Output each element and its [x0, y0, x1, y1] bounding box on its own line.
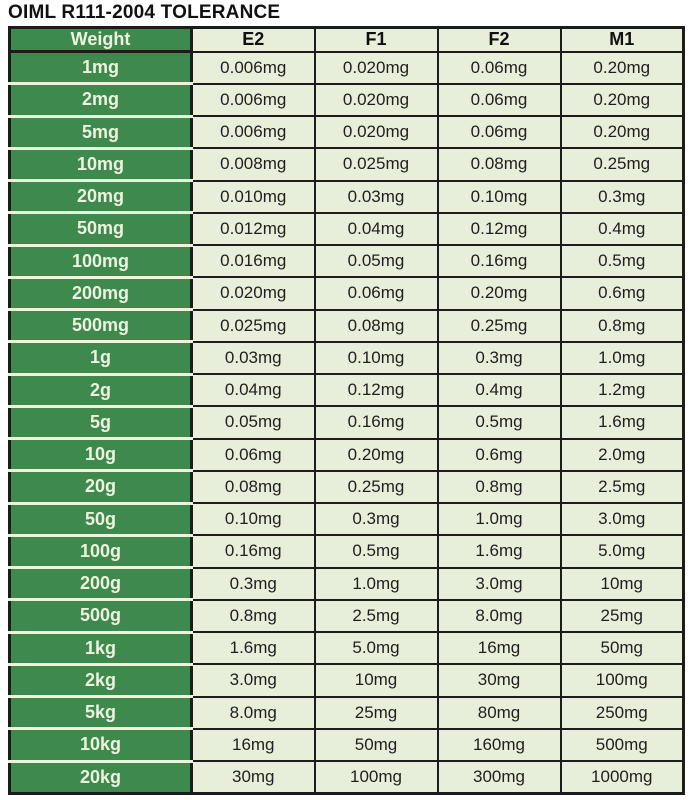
tolerance-value-cell: 500mg	[561, 729, 684, 761]
tolerance-value-cell: 1.0mg	[561, 342, 684, 374]
table-row	[10, 310, 684, 342]
tolerance-value-cell: 0.04mg	[192, 374, 315, 406]
page-title: OIML R111-2004 TOLERANCE	[8, 2, 281, 23]
weight-cell: 500g	[10, 600, 192, 632]
tolerance-value-cell: 1.6mg	[438, 535, 561, 567]
tolerance-value-cell: 2.0mg	[561, 439, 684, 471]
tolerance-value-cell: 100mg	[561, 664, 684, 696]
tolerance-value-cell: 0.08mg	[192, 471, 315, 503]
table-body	[10, 52, 684, 794]
column-header-m1: M1	[561, 28, 684, 52]
tolerance-value-cell: 16mg	[438, 632, 561, 664]
weight-cell: 20mg	[10, 181, 192, 213]
tolerance-value-cell: 10mg	[561, 568, 684, 600]
tolerance-value-cell: 0.016mg	[192, 245, 315, 277]
tolerance-value-cell: 30mg	[192, 761, 315, 794]
weight-cell: 10kg	[10, 729, 192, 761]
tolerance-value-cell: 0.06mg	[315, 277, 438, 309]
tolerance-value-cell: 1000mg	[561, 761, 684, 794]
table-row	[10, 277, 684, 309]
tolerance-value-cell: 300mg	[438, 761, 561, 794]
tolerance-value-cell: 3.0mg	[192, 664, 315, 696]
tolerance-value-cell: 0.006mg	[192, 116, 315, 148]
table-header-row	[10, 28, 684, 52]
tolerance-value-cell: 3.0mg	[438, 568, 561, 600]
tolerance-value-cell: 0.5mg	[438, 406, 561, 438]
table-row	[10, 213, 684, 245]
weight-cell: 20kg	[10, 761, 192, 794]
table-row	[10, 664, 684, 696]
table-row	[10, 471, 684, 503]
tolerance-value-cell: 0.03mg	[315, 181, 438, 213]
tolerance-value-cell: 0.12mg	[315, 374, 438, 406]
weight-cell: 2mg	[10, 84, 192, 116]
tolerance-value-cell: 80mg	[438, 697, 561, 729]
tolerance-value-cell: 0.04mg	[315, 213, 438, 245]
tolerance-value-cell: 100mg	[315, 761, 438, 794]
tolerance-value-cell: 0.25mg	[315, 471, 438, 503]
tolerance-value-cell: 25mg	[315, 697, 438, 729]
weight-cell: 500mg	[10, 310, 192, 342]
tolerance-value-cell: 0.20mg	[561, 84, 684, 116]
tolerance-value-cell: 0.3mg	[315, 503, 438, 535]
tolerance-value-cell: 0.12mg	[438, 213, 561, 245]
tolerance-value-cell: 0.006mg	[192, 84, 315, 116]
table-row	[10, 342, 684, 374]
tolerance-table	[8, 26, 685, 795]
column-header-f2: F2	[438, 28, 561, 52]
weight-cell: 100g	[10, 535, 192, 567]
weight-cell: 20g	[10, 471, 192, 503]
tolerance-value-cell: 1.6mg	[561, 406, 684, 438]
table-row	[10, 503, 684, 535]
tolerance-value-cell: 0.3mg	[438, 342, 561, 374]
tolerance-value-cell: 0.3mg	[192, 568, 315, 600]
tolerance-value-cell: 0.20mg	[315, 439, 438, 471]
tolerance-value-cell: 0.08mg	[315, 310, 438, 342]
tolerance-value-cell: 0.06mg	[438, 116, 561, 148]
column-header-weight: Weight	[10, 28, 192, 52]
tolerance-value-cell: 0.5mg	[315, 535, 438, 567]
tolerance-value-cell: 0.010mg	[192, 181, 315, 213]
tolerance-value-cell: 0.6mg	[438, 439, 561, 471]
table-row	[10, 245, 684, 277]
tolerance-value-cell: 0.020mg	[192, 277, 315, 309]
tolerance-value-cell: 5.0mg	[561, 535, 684, 567]
tolerance-value-cell: 0.20mg	[561, 116, 684, 148]
tolerance-value-cell: 0.8mg	[438, 471, 561, 503]
tolerance-value-cell: 0.020mg	[315, 84, 438, 116]
table-row	[10, 761, 684, 794]
weight-cell: 2g	[10, 374, 192, 406]
table-row	[10, 697, 684, 729]
table-row	[10, 535, 684, 567]
tolerance-value-cell: 0.05mg	[315, 245, 438, 277]
weight-cell: 2kg	[10, 664, 192, 696]
weight-cell: 10mg	[10, 148, 192, 180]
tolerance-value-cell: 250mg	[561, 697, 684, 729]
table-row	[10, 52, 684, 84]
tolerance-value-cell: 16mg	[192, 729, 315, 761]
tolerance-value-cell: 0.025mg	[192, 310, 315, 342]
tolerance-value-cell: 0.06mg	[438, 52, 561, 84]
tolerance-value-cell: 0.008mg	[192, 148, 315, 180]
column-header-f1: F1	[315, 28, 438, 52]
tolerance-value-cell: 0.25mg	[438, 310, 561, 342]
table-row	[10, 729, 684, 761]
tolerance-value-cell: 0.08mg	[438, 148, 561, 180]
tolerance-value-cell: 0.4mg	[561, 213, 684, 245]
weight-cell: 50mg	[10, 213, 192, 245]
tolerance-value-cell: 0.20mg	[438, 277, 561, 309]
weight-cell: 200g	[10, 568, 192, 600]
tolerance-value-cell: 160mg	[438, 729, 561, 761]
tolerance-value-cell: 10mg	[315, 664, 438, 696]
tolerance-value-cell: 0.6mg	[561, 277, 684, 309]
table-row	[10, 84, 684, 116]
tolerance-value-cell: 0.020mg	[315, 52, 438, 84]
tolerance-value-cell: 0.03mg	[192, 342, 315, 374]
tolerance-value-cell: 0.16mg	[438, 245, 561, 277]
weight-cell: 5g	[10, 406, 192, 438]
weight-cell: 10g	[10, 439, 192, 471]
tolerance-value-cell: 0.025mg	[315, 148, 438, 180]
table-row	[10, 439, 684, 471]
table-row	[10, 568, 684, 600]
tolerance-value-cell: 0.10mg	[192, 503, 315, 535]
tolerance-value-cell: 25mg	[561, 600, 684, 632]
tolerance-value-cell: 0.25mg	[561, 148, 684, 180]
weight-cell: 5mg	[10, 116, 192, 148]
tolerance-value-cell: 0.20mg	[561, 52, 684, 84]
tolerance-value-cell: 0.16mg	[315, 406, 438, 438]
tolerance-value-cell: 0.006mg	[192, 52, 315, 84]
tolerance-value-cell: 0.8mg	[561, 310, 684, 342]
tolerance-value-cell: 8.0mg	[438, 600, 561, 632]
tolerance-value-cell: 0.3mg	[561, 181, 684, 213]
tolerance-value-cell: 0.06mg	[192, 439, 315, 471]
tolerance-value-cell: 50mg	[315, 729, 438, 761]
tolerance-value-cell: 0.8mg	[192, 600, 315, 632]
weight-cell: 200mg	[10, 277, 192, 309]
tolerance-value-cell: 0.5mg	[561, 245, 684, 277]
weight-cell: 5kg	[10, 697, 192, 729]
tolerance-value-cell: 0.16mg	[192, 535, 315, 567]
tolerance-value-cell: 30mg	[438, 664, 561, 696]
table-row	[10, 181, 684, 213]
tolerance-value-cell: 5.0mg	[315, 632, 438, 664]
table-row	[10, 116, 684, 148]
tolerance-value-cell: 8.0mg	[192, 697, 315, 729]
tolerance-value-cell: 0.10mg	[315, 342, 438, 374]
tolerance-value-cell: 0.4mg	[438, 374, 561, 406]
weight-cell: 1g	[10, 342, 192, 374]
tolerance-value-cell: 0.012mg	[192, 213, 315, 245]
weight-cell: 1kg	[10, 632, 192, 664]
table-row	[10, 406, 684, 438]
weight-cell: 1mg	[10, 52, 192, 84]
tolerance-value-cell: 1.6mg	[192, 632, 315, 664]
tolerance-value-cell: 2.5mg	[561, 471, 684, 503]
tolerance-value-cell: 0.06mg	[438, 84, 561, 116]
tolerance-value-cell: 1.0mg	[438, 503, 561, 535]
tolerance-value-cell: 1.0mg	[315, 568, 438, 600]
table-row	[10, 632, 684, 664]
tolerance-value-cell: 0.10mg	[438, 181, 561, 213]
column-header-e2: E2	[192, 28, 315, 52]
weight-cell: 50g	[10, 503, 192, 535]
tolerance-value-cell: 0.05mg	[192, 406, 315, 438]
tolerance-value-cell: 2.5mg	[315, 600, 438, 632]
table-row	[10, 374, 684, 406]
table-row	[10, 148, 684, 180]
tolerance-value-cell: 50mg	[561, 632, 684, 664]
tolerance-value-cell: 3.0mg	[561, 503, 684, 535]
tolerance-value-cell: 1.2mg	[561, 374, 684, 406]
table-row	[10, 600, 684, 632]
tolerance-value-cell: 0.020mg	[315, 116, 438, 148]
weight-cell: 100mg	[10, 245, 192, 277]
